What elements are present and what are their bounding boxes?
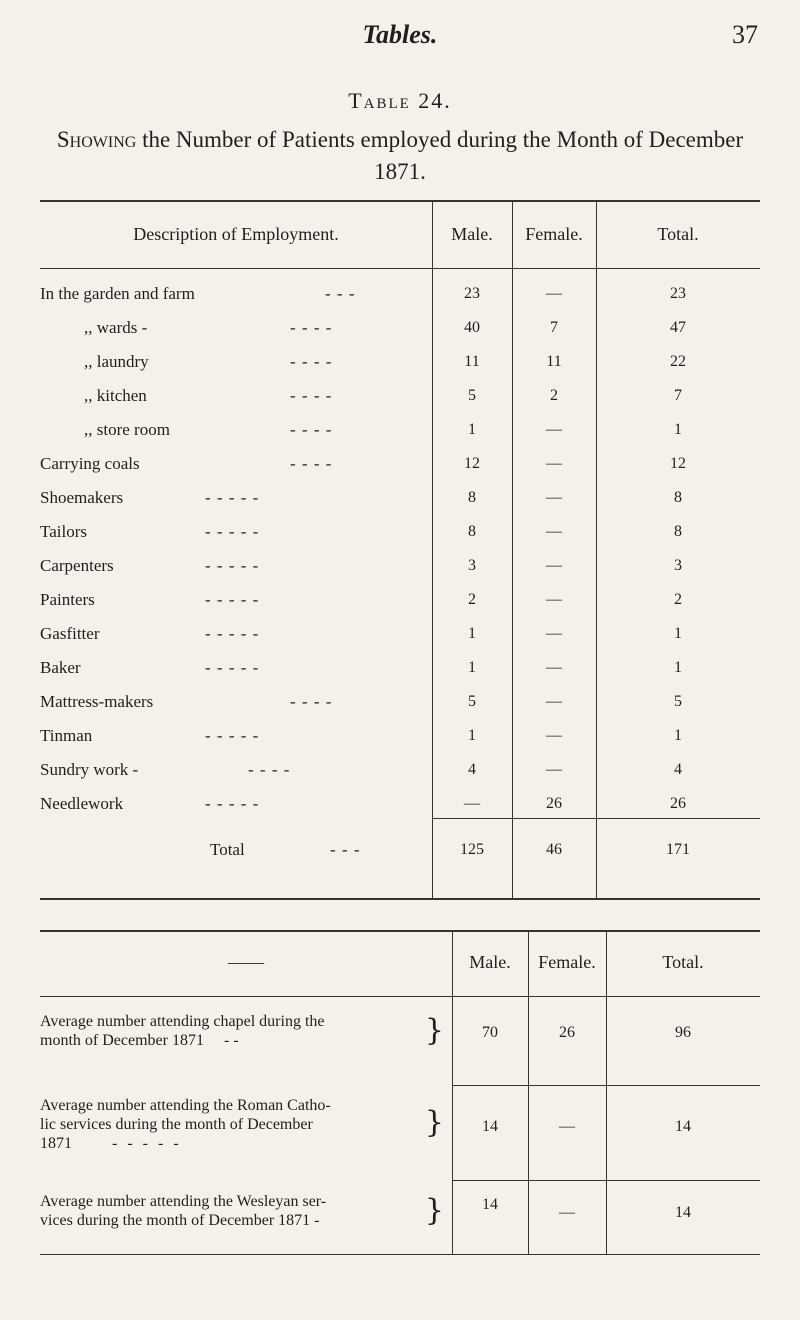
- leader-dots: - - - - -: [205, 522, 260, 541]
- row-label: ,, wards -: [84, 318, 148, 337]
- total-value: 8: [674, 489, 682, 506]
- male-value: 14: [482, 1196, 498, 1213]
- total-value: 7: [674, 387, 682, 404]
- row-label-line: Average number attending the Roman Catho-: [40, 1097, 331, 1114]
- row-label: Shoemakers: [40, 488, 124, 507]
- row-label: Tinman: [40, 726, 93, 745]
- female-value: —: [546, 625, 562, 642]
- row-label-line: vices during the month of December 1871 -: [40, 1212, 320, 1229]
- total-value: 1: [674, 625, 682, 642]
- row-label: Gasfitter: [40, 624, 100, 643]
- leader-dots: - - - -: [248, 760, 291, 779]
- female-value: —: [546, 761, 562, 778]
- table1-header-rule: [40, 268, 760, 269]
- row-label-text: month of December 1871: [40, 1032, 204, 1049]
- total-value: 22: [670, 353, 686, 370]
- header-blank: ——: [228, 952, 264, 972]
- male-value: 70: [482, 1024, 498, 1041]
- page-number: 37: [732, 20, 758, 49]
- grand-total: 171: [666, 841, 690, 858]
- row-label: [40, 1012, 452, 1052]
- table1-col-divider-1: [432, 200, 433, 898]
- row-label-line: Average number attending chapel during the: [40, 1013, 325, 1030]
- brace-icon: }: [424, 1105, 444, 1140]
- female-value: 2: [550, 387, 558, 404]
- male-value: 11: [464, 353, 480, 370]
- total-value: 14: [675, 1118, 691, 1135]
- female-value: 26: [546, 795, 562, 812]
- male-value: 1: [468, 625, 476, 642]
- row-label: Baker: [40, 658, 81, 677]
- leader-dots: - - -: [325, 284, 356, 303]
- row-label-line: [40, 1134, 452, 1153]
- total-value: 12: [670, 455, 686, 472]
- brace-icon: }: [424, 1013, 444, 1048]
- leader-dots: - - - -: [290, 386, 333, 405]
- female-value: —: [546, 421, 562, 438]
- leader-dots: - - - - -: [205, 590, 260, 609]
- header-male: Male.: [451, 224, 493, 244]
- male-value: 1: [468, 421, 476, 438]
- male-value: 1: [468, 659, 476, 676]
- table-title: Table 24.: [348, 88, 452, 113]
- total-value: 1: [674, 727, 682, 744]
- leader-dots: - - -: [330, 840, 361, 859]
- header-female: Female.: [525, 224, 583, 244]
- header-total: Total.: [662, 952, 704, 972]
- table1-bottom-rule: [40, 898, 760, 900]
- row-label: [40, 1192, 452, 1232]
- row-label: Carrying coals: [40, 454, 140, 473]
- table-caption: [40, 124, 760, 188]
- total-value: 1: [674, 421, 682, 438]
- table2-bottom-rule: [40, 1254, 760, 1255]
- brace-icon: }: [424, 1193, 444, 1228]
- female-value: —: [546, 727, 562, 744]
- male-value: 5: [468, 693, 476, 710]
- leader-dots: - - - -: [290, 454, 333, 473]
- leader-dots: - - - - -: [205, 624, 260, 643]
- row-label: Sundry work -: [40, 760, 139, 779]
- caption-lead: Showing: [56, 127, 137, 152]
- leader-dots: - - - -: [290, 352, 333, 371]
- female-total: 46: [546, 841, 562, 858]
- leader-dots: - - - -: [290, 318, 333, 337]
- table2-header-rule: [40, 996, 760, 997]
- leader-dots: - - - - -: [205, 658, 260, 677]
- table1-top-rule: [40, 200, 760, 202]
- male-value: 40: [464, 319, 480, 336]
- total-value: 2: [674, 591, 682, 608]
- table2-top-rule: [40, 930, 760, 932]
- female-value: 11: [546, 353, 562, 370]
- total-value: 23: [670, 285, 686, 302]
- row-label: ,, store room: [84, 420, 170, 439]
- row-label: Needlework: [40, 794, 124, 813]
- header-male: Male.: [469, 952, 511, 972]
- male-total: 125: [460, 841, 484, 858]
- female-value: —: [546, 591, 562, 608]
- female-value: —: [559, 1204, 575, 1221]
- total-value: 8: [674, 523, 682, 540]
- running-header-title: Tables.: [362, 20, 438, 49]
- leader-dots: - - - - -: [205, 488, 260, 507]
- total-value: 1: [674, 659, 682, 676]
- table1-col-divider-2: [512, 200, 513, 898]
- table1-col-divider-3: [596, 200, 597, 898]
- leader-dots: - - - - -: [205, 726, 260, 745]
- row-label-line: Average number attending the Wesleyan ser-: [40, 1193, 327, 1210]
- female-value: 7: [550, 319, 558, 336]
- male-value: 8: [468, 523, 476, 540]
- leader-dots: - - - - -: [205, 794, 260, 813]
- female-value: —: [559, 1118, 575, 1135]
- leader-dots: - - - - -: [205, 556, 260, 575]
- leader-dots: - - - - -: [112, 1135, 182, 1152]
- row-label: ,, kitchen: [84, 386, 147, 405]
- male-value: 3: [468, 557, 476, 574]
- row-label: Tailors: [40, 522, 87, 541]
- row-label: [40, 1096, 452, 1156]
- total-value: 5: [674, 693, 682, 710]
- female-value: 26: [559, 1024, 575, 1041]
- male-value: 4: [468, 761, 476, 778]
- male-value: 5: [468, 387, 476, 404]
- total-value: 47: [670, 319, 686, 336]
- female-value: —: [546, 659, 562, 676]
- total-value: 26: [670, 795, 686, 812]
- total-value: 96: [675, 1024, 691, 1041]
- total-value: 14: [675, 1204, 691, 1221]
- row-label-line: [40, 1031, 452, 1050]
- male-value: 12: [464, 455, 480, 472]
- row-label: ,, laundry: [84, 352, 149, 371]
- male-value: 8: [468, 489, 476, 506]
- female-value: —: [546, 285, 562, 302]
- female-value: —: [546, 523, 562, 540]
- female-value: —: [546, 693, 562, 710]
- row-label: Painters: [40, 590, 95, 609]
- female-value: —: [546, 455, 562, 472]
- header-total: Total.: [657, 224, 699, 244]
- row-label-text: 1871: [40, 1135, 72, 1152]
- total-label: Total: [210, 840, 245, 859]
- row-label: Carpenters: [40, 556, 114, 575]
- header-female: Female.: [538, 952, 596, 972]
- caption-text: the Number of Patients employed during the Month of December 1871.: [136, 127, 744, 184]
- leader-dots: - - - -: [290, 692, 333, 711]
- male-value: —: [464, 795, 480, 812]
- male-value: 2: [468, 591, 476, 608]
- female-value: —: [546, 557, 562, 574]
- total-value: 4: [674, 761, 682, 778]
- male-value: 23: [464, 285, 480, 302]
- leader-dots: - - - -: [290, 420, 333, 439]
- female-value: —: [546, 489, 562, 506]
- total-value: 3: [674, 557, 682, 574]
- header-description: Description of Employment.: [133, 224, 339, 244]
- row-label-line: lic services during the month of December: [40, 1116, 313, 1133]
- row-label: In the garden and farm: [40, 284, 195, 303]
- male-value: 1: [468, 727, 476, 744]
- male-value: 14: [482, 1118, 498, 1135]
- row-label: Mattress-makers: [40, 692, 154, 711]
- leader-dots: - -: [223, 1032, 239, 1049]
